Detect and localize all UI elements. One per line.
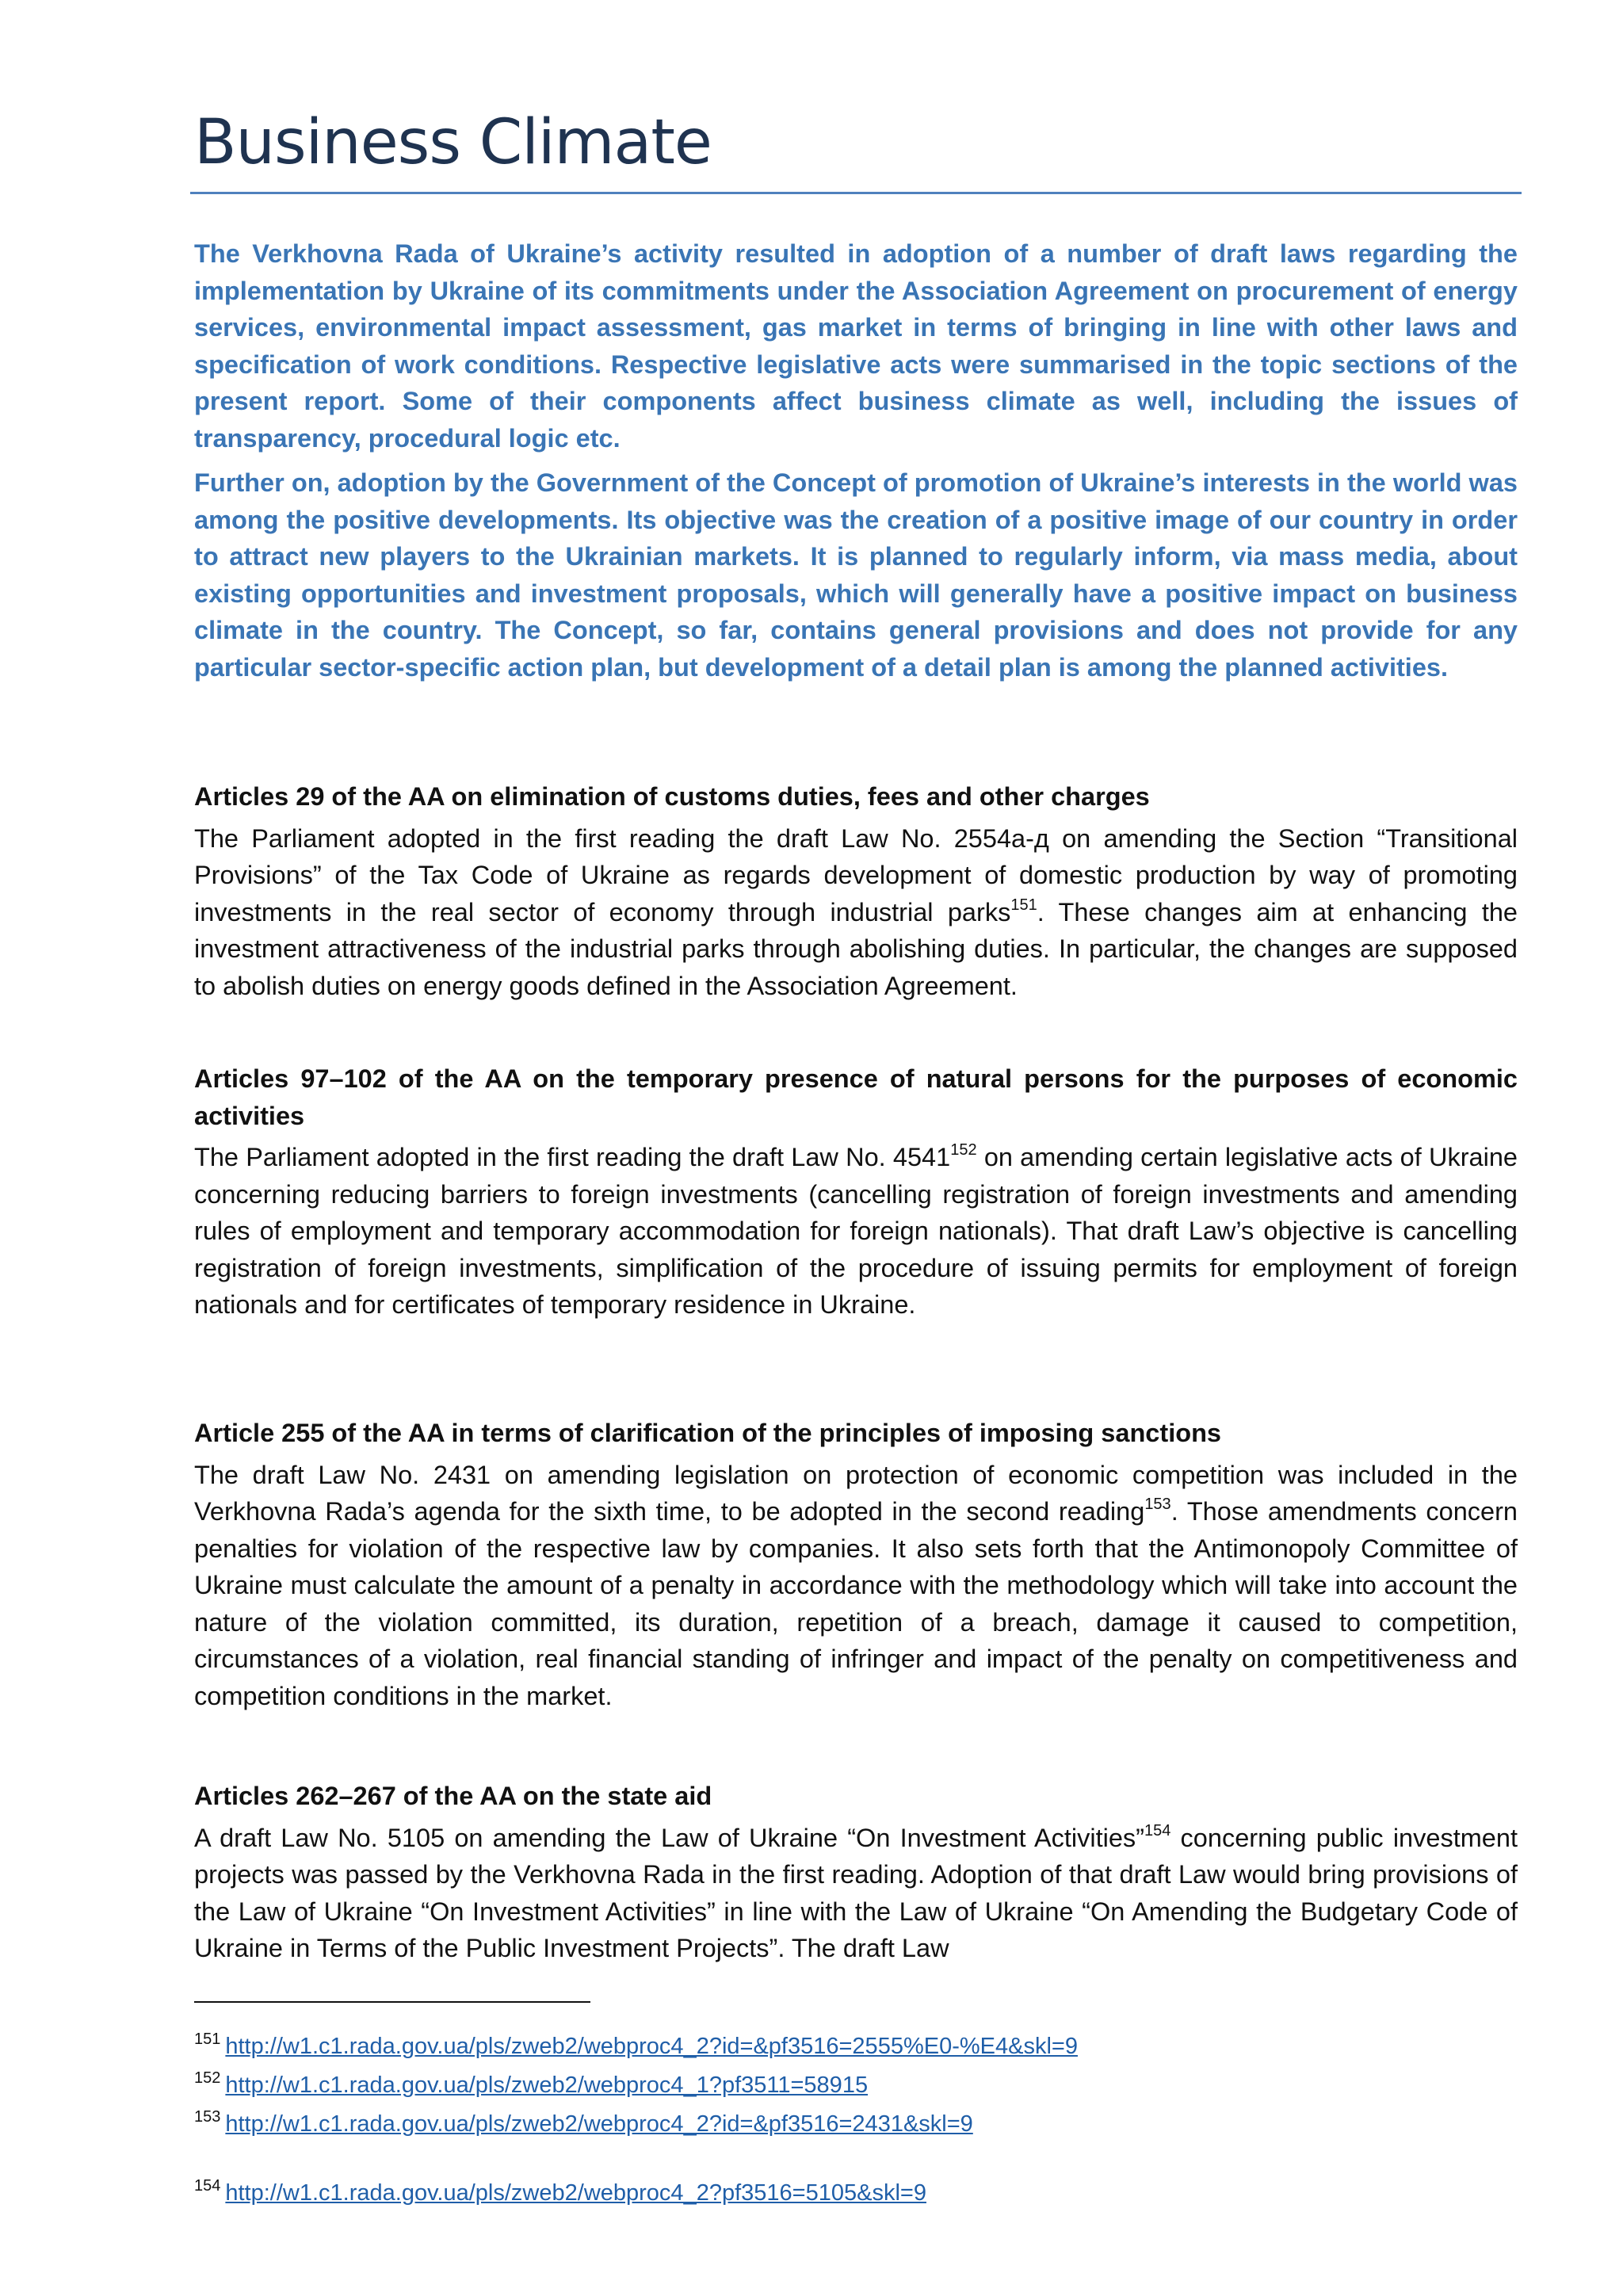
section-articles-97-102 bbox=[194, 1060, 1518, 1324]
intro-summary bbox=[194, 235, 1518, 693]
footnote-154 bbox=[194, 2170, 1518, 2209]
section-articles-262-267 bbox=[194, 1778, 1518, 1967]
intro-paragraph-2: Further on, adoption by the Government of the Concept of promotion of Ukraine’s interests in the world was among the positive developments. Its objective was the creation of a positive image of our country in order to attract new players to the Ukrainian markets. It is planned to regularly inform, via mass media, about existing opportunities and investment proposals, which will generally have a positive impact on business climate in the country. The Concept, so far, contains general provisions and does not provide for any particular sector-specific action plan, but development of a detail plan is among the planned activities. bbox=[194, 468, 1518, 682]
footnote-link[interactable]: http://w1.c1.rada.gov.ua/pls/zweb2/webproc4_2?pf3516=5105&skl=9 bbox=[225, 2180, 926, 2206]
footnotes bbox=[194, 2023, 1518, 2209]
footnote-152 bbox=[194, 2062, 1518, 2101]
footnote-link[interactable]: http://w1.c1.rada.gov.ua/pls/zweb2/webproc4_1?pf3511=58915 bbox=[225, 2073, 869, 2098]
page-title: Business Climate bbox=[194, 107, 712, 178]
footnote-separator bbox=[194, 2001, 590, 2003]
section-heading: Articles 29 of the AA on elimination of customs duties, fees and other charges bbox=[194, 782, 1150, 811]
section-body bbox=[194, 820, 1518, 1005]
body-text: . Those amendments concern penalties for violation of the respective law by companies. It also sets forth that the Antimonopoly Committee of Ukraine must calculate the amount of a penalty in accordance with the methodology which will take into account the nature of the violation committed, its duration, repetition of a breach, damage it caused to competition, circumstances of a violation, real financial standing of infringer and impact of the penalty on competitiveness and competition conditions in the market. bbox=[194, 1497, 1518, 1710]
footnote-link[interactable]: http://w1.c1.rada.gov.ua/pls/zweb2/webproc4_2?id=&pf3516=2431&skl=9 bbox=[225, 2111, 973, 2137]
section-article-255 bbox=[194, 1415, 1518, 1714]
footnote-ref-152[interactable]: 152 bbox=[950, 1141, 977, 1159]
footnote-153 bbox=[194, 2101, 1518, 2140]
body-text: concerning public investment projects was passed by the Verkhovna Rada in the first reading. Adoption of that draft Law would bring provisions of the Law of Ukraine “On Investment Activities” in line with the Law of Ukraine “On Amending the Budgetary Code of Ukraine in Terms of the Public Investment Projects”. The draft Law bbox=[194, 1823, 1518, 1962]
body-text: The Parliament adopted in the first reading the draft Law No. 4541 bbox=[194, 1143, 951, 1171]
section-body bbox=[194, 1139, 1518, 1324]
body-text: on amending certain legislative acts of Ukraine concerning reducing barriers to foreign investments (cancelling registration of foreign investments and amending rules of employment and temporary accommodation for foreign nationals). That draft Law’s objective is cancelling registration of foreign investments, simplification of the procedure of issuing permits for employment of foreign nationals and for certificates of temporary residence in Ukraine. bbox=[194, 1143, 1518, 1319]
footnote-number: 153 bbox=[194, 2108, 221, 2126]
footnote-151 bbox=[194, 2023, 1518, 2062]
footnote-number: 152 bbox=[194, 2069, 221, 2087]
section-heading: Article 255 of the AA in terms of clarification of the principles of imposing sanctions bbox=[194, 1419, 1222, 1447]
footnote-ref-154[interactable]: 154 bbox=[1144, 1821, 1171, 1839]
footnote-ref-153[interactable]: 153 bbox=[1144, 1496, 1171, 1513]
section-articles-29 bbox=[194, 778, 1518, 1004]
body-text: A draft Law No. 5105 on amending the Law of Ukraine “On Investment Activities” bbox=[194, 1823, 1144, 1852]
footnote-ref-151[interactable]: 151 bbox=[1010, 896, 1037, 914]
title-divider bbox=[190, 192, 1522, 194]
section-heading: Articles 262–267 of the AA on the state aid bbox=[194, 1782, 712, 1810]
section-body bbox=[194, 1457, 1518, 1715]
body-text: . These changes aim at enhancing the investment attractiveness of the industrial parks through abolishing duties. In particular, the changes are supposed to abolish duties on energy goods defined in the Association Agreement. bbox=[194, 897, 1518, 1000]
section-heading: Articles 97–102 of the AA on the temporary presence of natural persons for the purposes of economic activities bbox=[194, 1064, 1518, 1130]
footnote-link[interactable]: http://w1.c1.rada.gov.ua/pls/zweb2/webproc4_2?id=&pf3516=2555%E0-%E4&skl=9 bbox=[225, 2034, 1078, 2059]
footnote-number: 154 bbox=[194, 2177, 221, 2195]
body-text: The Parliament adopted in the first reading the draft Law No. 2554а-д on amending the Section “Transitional Provisions” of the Tax Code of Ukraine as regards development of domestic production by way of promoting investments in the real sector of economy through industrial parks bbox=[194, 823, 1518, 926]
body-text: The draft Law No. 2431 on amending legislation on protection of economic competition was included in the Verkhovna Rada’s agenda for the sixth time, to be adopted in the second reading bbox=[194, 1460, 1518, 1526]
intro-paragraph-1: The Verkhovna Rada of Ukraine’s activity resulted in adoption of a number of draft laws regarding the implementation by Ukraine of its commitments under the Association Agreement on procurement of energy services, environmental impact assessment, gas market in terms of bringing in line with other laws and specification of work conditions. Respective legislative acts were summarised in the topic sections of the present report. Some of their components affect business climate as well, including the issues of transparency, procedural logic etc. bbox=[194, 239, 1518, 453]
footnote-number: 151 bbox=[194, 2030, 221, 2048]
section-body bbox=[194, 1820, 1518, 1967]
